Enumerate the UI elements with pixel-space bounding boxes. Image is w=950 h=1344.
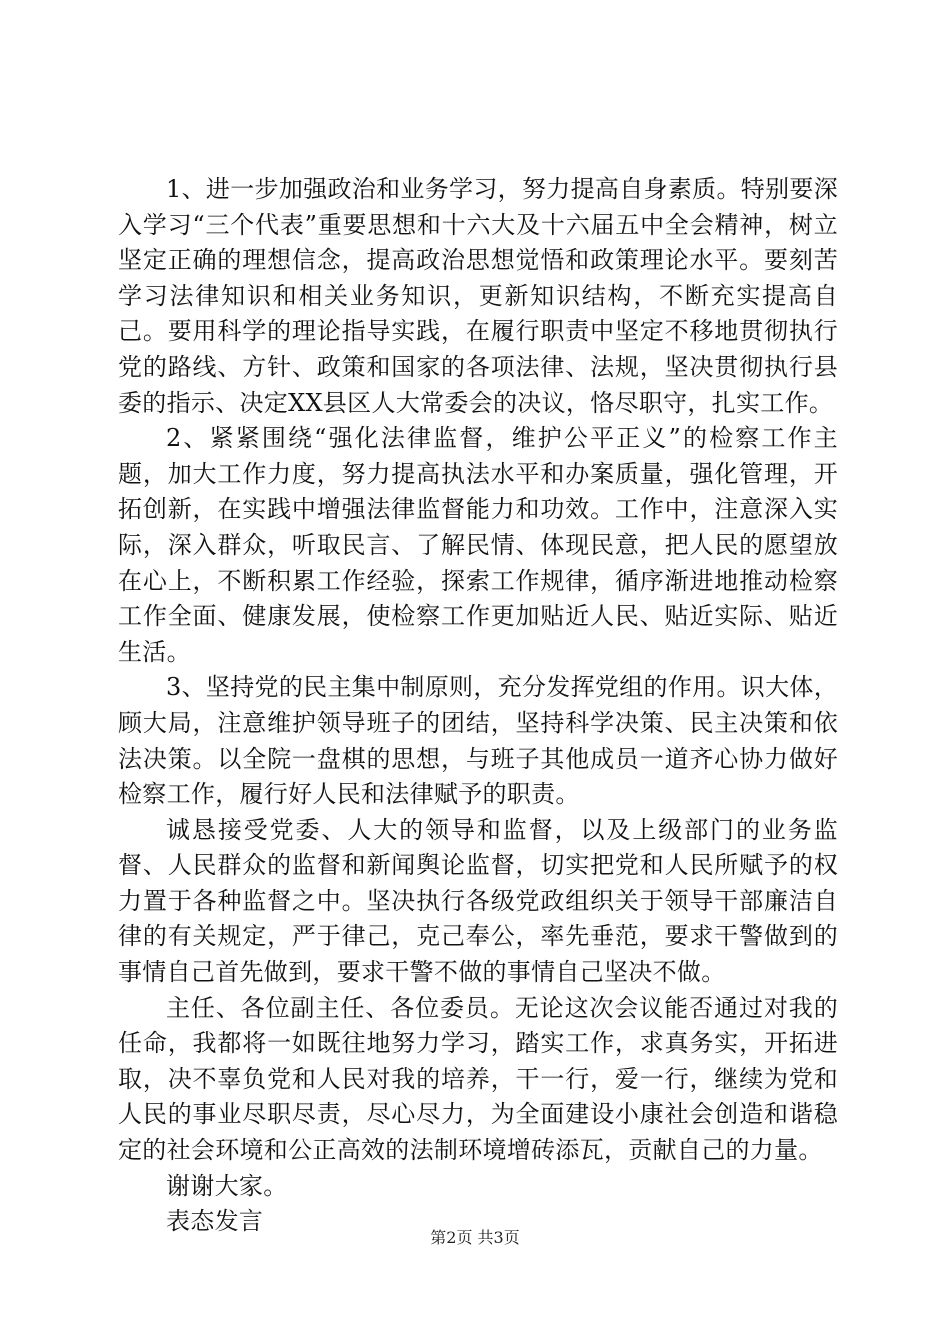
- document-body: [118, 172, 838, 1240]
- page-footer: 第2页 共3页: [430, 1228, 520, 1247]
- paragraph-1: 1、进一步加强政治和业务学习，努力提高自身素质。特别要深入学习“三个代表”重要思想和十六大及十六届五中全会精神，树立坚定正确的理想信念，提高政治思想觉悟和政策理论水平。要刻苦学习法律知识和相关业务知识，更新知识结构，不断充实提高自己。要用科学的理论指导实践，在履行职责中坚定不移地贯彻执行党的路线、方针、政策和国家的各项法律、法规，坚决贯彻执行县委的指示、决定XX县区人大常委会的决议，恪尽职守，扎实工作。: [118, 175, 838, 417]
- paragraph-4: 诚恳接受党委、人大的领导和监督，以及上级部门的业务监督、人民群众的监督和新闻舆论监督，切实把党和人民所赋予的权力置于各种监督之中。坚决执行各级党政组织关于领导干部廉洁自律的有关规定，严于律己，克己奉公，率先垂范，要求干警做到的事情自己首先做到，要求干警不做的事情自己坚决不做。: [118, 815, 838, 987]
- paragraph-3: 3、坚持党的民主集中制原则，充分发挥党组的作用。识大体，顾大局，注意维护领导班子的团结，坚持科学决策、民主决策和依法决策。以全院一盘棋的思想，与班子其他成员一道齐心协力做好检察工作，履行好人民和法律赋予的职责。: [118, 673, 838, 809]
- closing-thanks: 谢谢大家。: [166, 1171, 288, 1200]
- paragraph-5: 主任、各位副主任、各位委员。无论这次会议能否通过对我的任命，我都将一如既往地努力学习，踏实工作，求真务实，开拓进取，决不辜负党和人民对我的培养，干一行，爱一行，继续为党和人民的事业尽职尽责，尽心尽力，为全面建设小康社会创造和谐稳定的社会环境和公正高效的法制环境增砖添瓦，贡献自己的力量。: [118, 993, 838, 1165]
- paragraph-2: 2、紧紧围绕“强化法律监督，维护公平正义”的检察工作主题，加大工作力度，努力提高执法水平和办案质量，强化管理，开拓创新，在实践中增强法律监督能力和功效。工作中，注意深入实际，深入群众，听取民言、了解民情、体现民意，把人民的愿望放在心上，不断积累工作经验，探索工作规律，循序渐进地推动检察工作全面、健康发展，使检察工作更加贴近人民、贴近实际、贴近生活。: [118, 424, 838, 666]
- closing-title: 表态发言: [166, 1207, 264, 1236]
